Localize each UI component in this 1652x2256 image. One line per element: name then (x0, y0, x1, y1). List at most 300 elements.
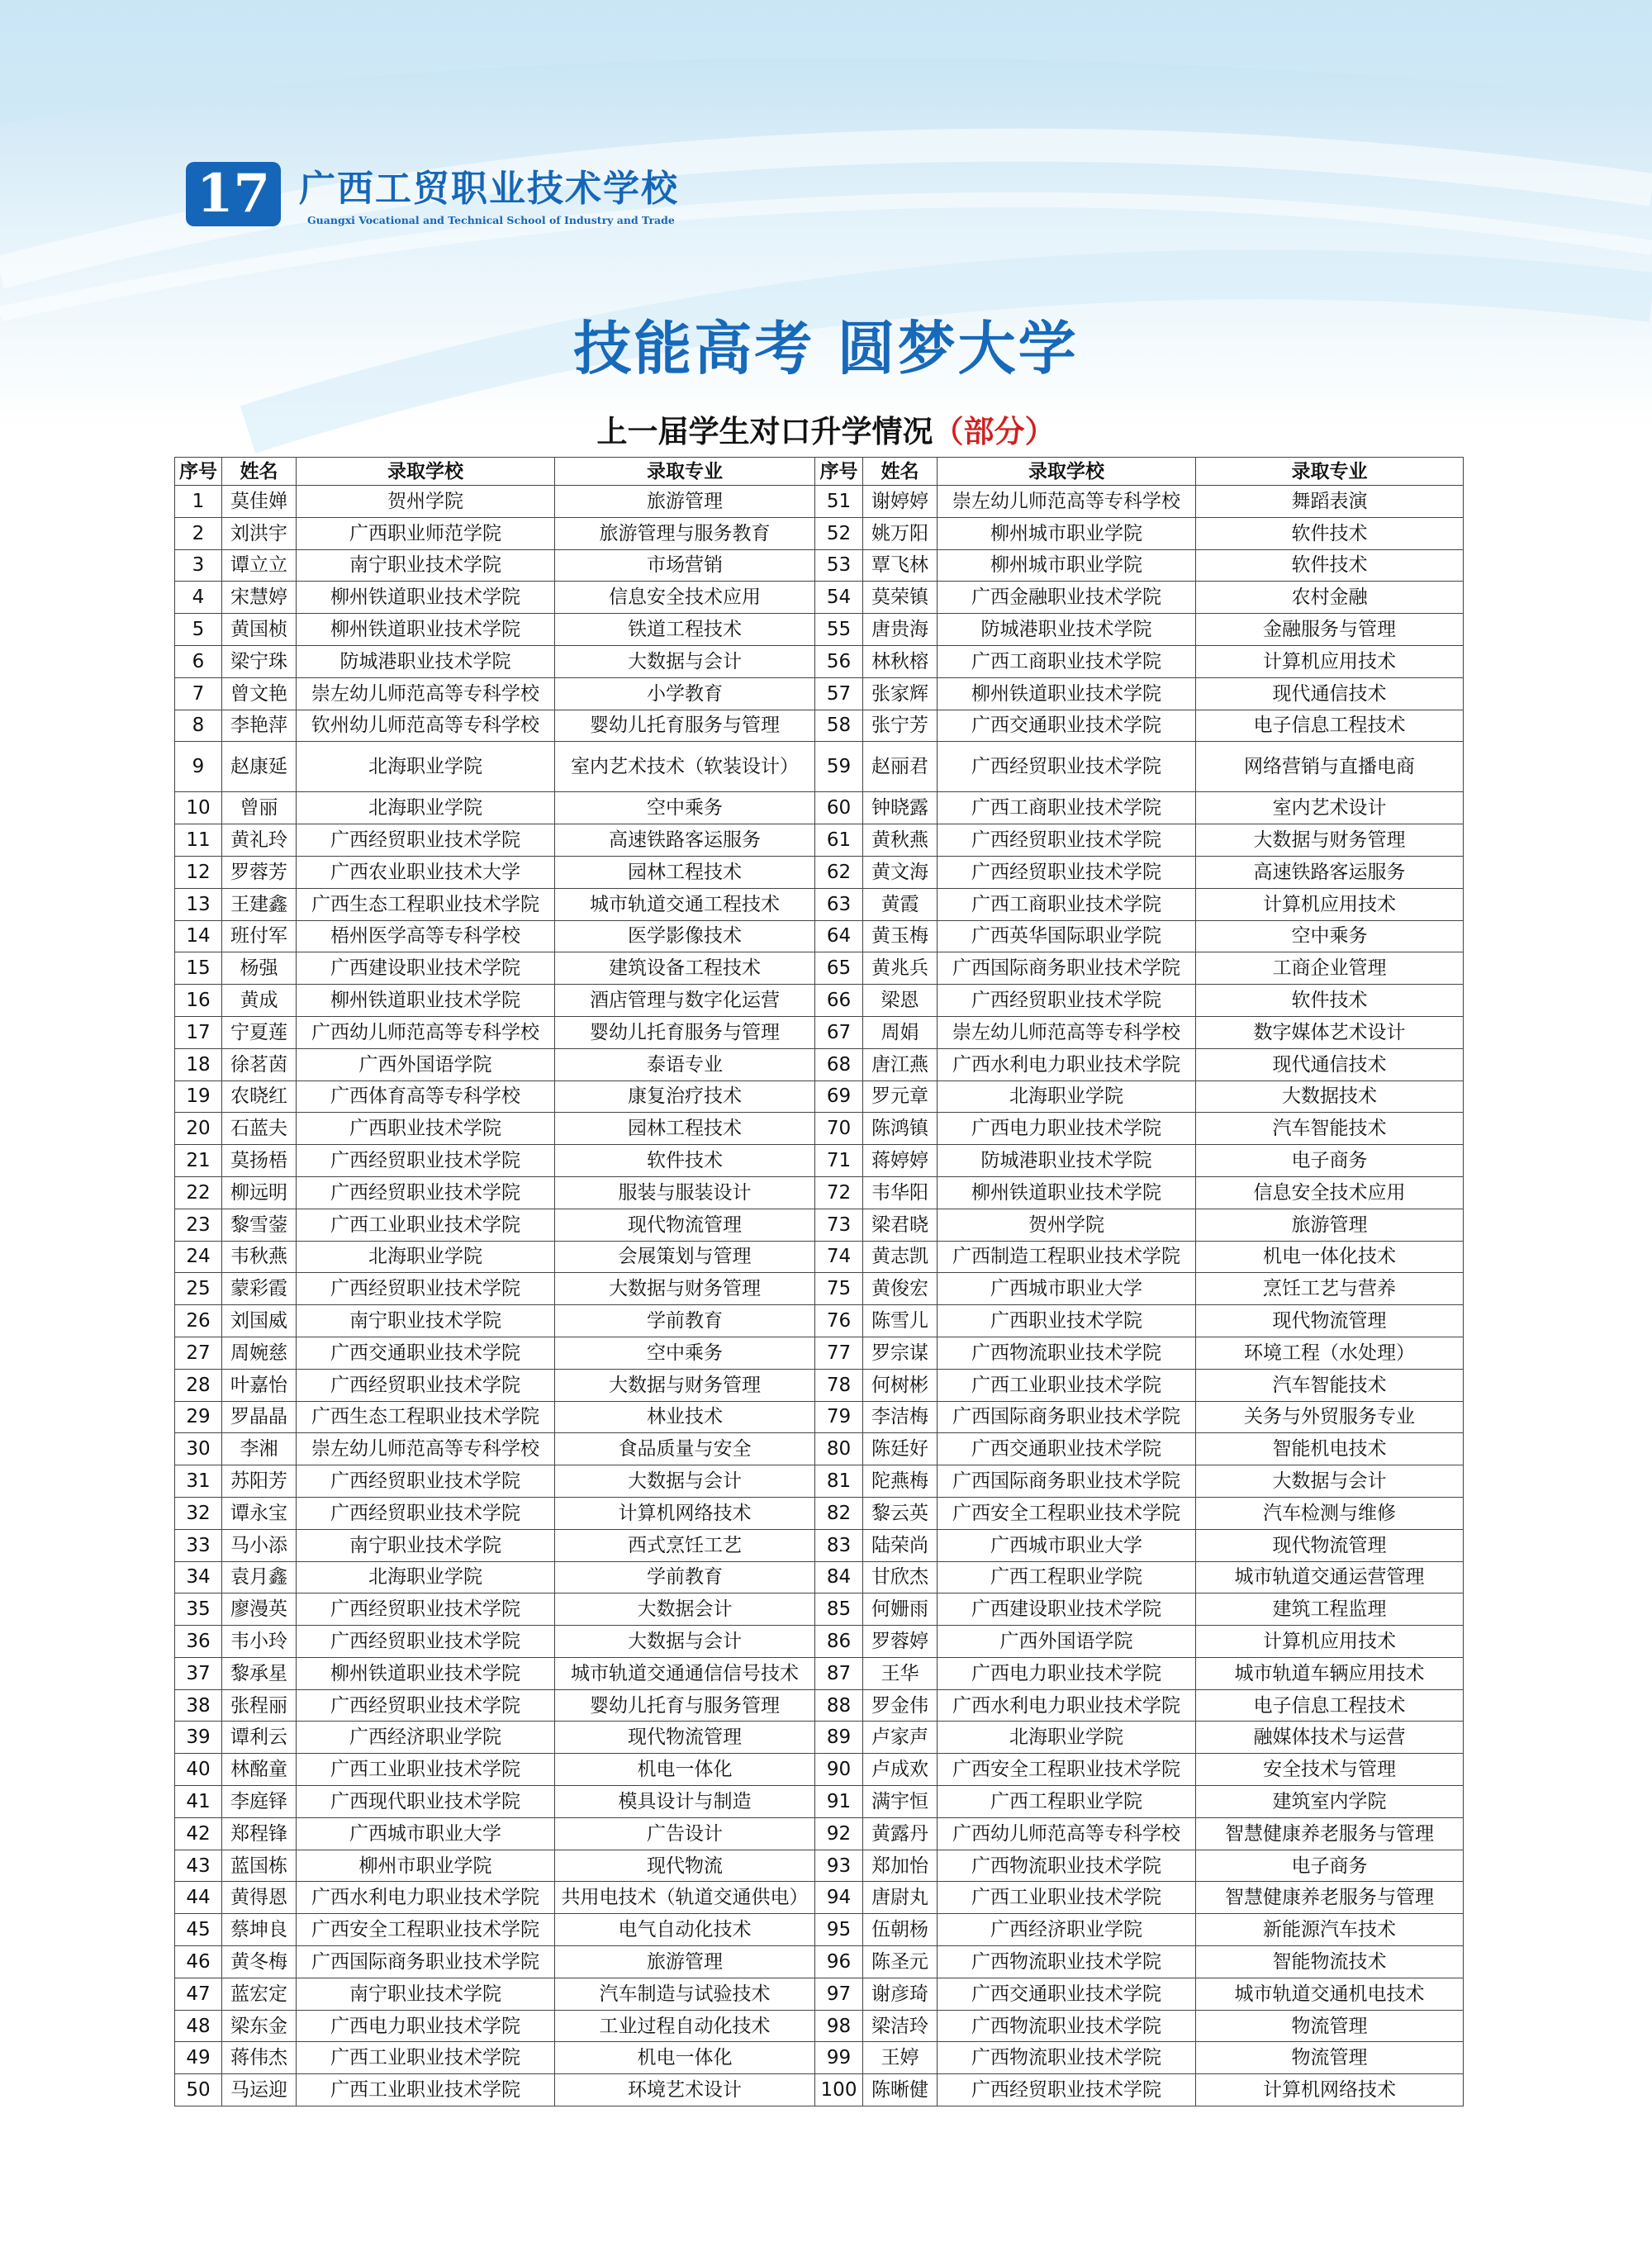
right-major-cell: 软件技术 (1196, 985, 1464, 1017)
left-school-cell: 广西职业技术学院 (297, 1113, 555, 1145)
right-school-cell: 广西物流职业技术学院 (938, 1946, 1196, 1978)
right-major-cell: 物流管理 (1196, 2010, 1464, 2042)
right-school-cell: 崇左幼儿师范高等专科学校 (938, 486, 1196, 518)
table-row (175, 1209, 1464, 1241)
right-school-cell: 广西职业技术学院 (938, 1305, 1196, 1337)
left-name-cell: 罗晶晶 (222, 1401, 297, 1433)
right-major-cell: 旅游管理 (1196, 1209, 1464, 1241)
table-row (175, 1914, 1464, 1946)
right-name-cell: 莫荣镇 (863, 582, 938, 614)
left-no-cell: 18 (175, 1048, 222, 1081)
subtitle-highlight: （部分） (933, 414, 1056, 449)
right-no-cell: 87 (815, 1657, 863, 1689)
left-school-cell: 钦州幼儿师范高等专科学校 (297, 710, 555, 742)
table-row (175, 1754, 1464, 1786)
table-row (175, 1722, 1464, 1754)
right-no-cell: 56 (815, 645, 863, 677)
left-name-cell: 黄冬梅 (222, 1946, 297, 1978)
left-name-cell: 赵康延 (222, 742, 297, 792)
table-row (175, 1850, 1464, 1882)
table-row (175, 1529, 1464, 1561)
right-no-cell: 76 (815, 1305, 863, 1337)
right-major-cell: 关务与外贸服务专业 (1196, 1401, 1464, 1433)
right-name-cell: 罗蓉婷 (863, 1626, 938, 1658)
table-row (175, 1497, 1464, 1529)
right-no-cell: 81 (815, 1465, 863, 1498)
right-major-cell: 电子商务 (1196, 1850, 1464, 1882)
left-school-cell: 广西经贸职业技术学院 (297, 1273, 555, 1305)
left-no-cell: 48 (175, 2010, 222, 2042)
header-major-left: 录取专业 (555, 458, 815, 486)
left-name-cell: 韦小玲 (222, 1626, 297, 1658)
right-no-cell: 86 (815, 1626, 863, 1658)
left-major-cell: 信息安全技术应用 (555, 582, 815, 614)
right-name-cell: 陈圣元 (863, 1946, 938, 1978)
left-major-cell: 食品质量与安全 (555, 1433, 815, 1465)
left-major-cell: 环境艺术设计 (555, 2074, 815, 2106)
right-name-cell: 唐尉丸 (863, 1882, 938, 1914)
right-no-cell: 53 (815, 549, 863, 582)
right-major-cell: 机电一体化技术 (1196, 1241, 1464, 1273)
table-row (175, 1401, 1464, 1433)
left-name-cell: 蔡坤良 (222, 1914, 297, 1946)
left-school-cell: 广西国际商务职业技术学院 (297, 1946, 555, 1978)
left-name-cell: 刘国威 (222, 1305, 297, 1337)
left-major-cell: 旅游管理与服务教育 (555, 517, 815, 549)
left-name-cell: 班付军 (222, 920, 297, 952)
left-major-cell: 大数据与会计 (555, 1465, 815, 1498)
left-major-cell: 空中乘务 (555, 792, 815, 824)
right-major-cell: 计算机应用技术 (1196, 645, 1464, 677)
left-name-cell: 苏阳芳 (222, 1465, 297, 1498)
left-no-cell: 46 (175, 1946, 222, 1978)
left-no-cell: 24 (175, 1241, 222, 1273)
right-no-cell: 97 (815, 1978, 863, 2010)
right-name-cell: 罗宗谋 (863, 1337, 938, 1369)
right-major-cell: 计算机应用技术 (1196, 1626, 1464, 1658)
left-major-cell: 机电一体化 (555, 1754, 815, 1786)
left-name-cell: 石蓝夫 (222, 1113, 297, 1145)
left-name-cell: 袁月鑫 (222, 1561, 297, 1593)
left-name-cell: 谭永宝 (222, 1497, 297, 1529)
right-name-cell: 卢家声 (863, 1722, 938, 1754)
left-no-cell: 47 (175, 1978, 222, 2010)
right-major-cell: 物流管理 (1196, 2042, 1464, 2074)
left-no-cell: 32 (175, 1497, 222, 1529)
right-school-cell: 广西国际商务职业技术学院 (938, 1465, 1196, 1498)
right-no-cell: 83 (815, 1529, 863, 1561)
right-major-cell: 新能源汽车技术 (1196, 1914, 1464, 1946)
table-header-row (175, 458, 1464, 486)
left-school-cell: 南宁职业技术学院 (297, 549, 555, 582)
left-name-cell: 蓝宏定 (222, 1978, 297, 2010)
left-no-cell: 20 (175, 1113, 222, 1145)
left-major-cell: 城市轨道交通工程技术 (555, 888, 815, 920)
left-school-cell: 南宁职业技术学院 (297, 1305, 555, 1337)
table-row (175, 1561, 1464, 1593)
right-school-cell: 柳州城市职业学院 (938, 549, 1196, 582)
left-school-cell: 南宁职业技术学院 (297, 1978, 555, 2010)
left-major-cell: 园林工程技术 (555, 1113, 815, 1145)
left-no-cell: 9 (175, 742, 222, 792)
right-no-cell: 72 (815, 1176, 863, 1209)
left-no-cell: 39 (175, 1722, 222, 1754)
right-major-cell: 农村金融 (1196, 582, 1464, 614)
table-row (175, 1048, 1464, 1081)
table-row (175, 486, 1464, 518)
right-name-cell: 林秋榕 (863, 645, 938, 677)
left-school-cell: 梧州医学高等专科学校 (297, 920, 555, 952)
table-row (175, 888, 1464, 920)
table-row (175, 677, 1464, 710)
left-major-cell: 现代物流管理 (555, 1722, 815, 1754)
left-major-cell: 共用电技术（轨道交通供电） (555, 1882, 815, 1914)
right-name-cell: 钟晓露 (863, 792, 938, 824)
admission-table (174, 457, 1464, 2106)
right-school-cell: 广西英华国际职业学院 (938, 920, 1196, 952)
right-name-cell: 唐江燕 (863, 1048, 938, 1081)
right-school-cell: 广西经济职业学院 (938, 1914, 1196, 1946)
right-major-cell: 建筑室内学院 (1196, 1786, 1464, 1818)
left-major-cell: 小学教育 (555, 677, 815, 710)
right-name-cell: 梁君晓 (863, 1209, 938, 1241)
right-no-cell: 96 (815, 1946, 863, 1978)
right-major-cell: 电子信息工程技术 (1196, 710, 1464, 742)
left-no-cell: 14 (175, 920, 222, 952)
left-name-cell: 刘洪宇 (222, 517, 297, 549)
table-row (175, 1016, 1464, 1048)
right-school-cell: 广西国际商务职业技术学院 (938, 952, 1196, 985)
left-major-cell: 市场营销 (555, 549, 815, 582)
left-no-cell: 25 (175, 1273, 222, 1305)
page-number-badge: 17 (186, 162, 281, 226)
right-no-cell: 93 (815, 1850, 863, 1882)
header-school-right: 录取学校 (938, 458, 1196, 486)
left-no-cell: 23 (175, 1209, 222, 1241)
left-school-cell: 广西经贸职业技术学院 (297, 1497, 555, 1529)
left-major-cell: 婴幼儿托育与服务管理 (555, 1689, 815, 1722)
right-major-cell: 金融服务与管理 (1196, 614, 1464, 646)
left-no-cell: 2 (175, 517, 222, 549)
left-name-cell: 周婉慈 (222, 1337, 297, 1369)
right-major-cell: 现代物流管理 (1196, 1305, 1464, 1337)
table-body (175, 486, 1464, 2106)
left-major-cell: 机电一体化 (555, 2042, 815, 2074)
left-name-cell: 曾丽 (222, 792, 297, 824)
left-no-cell: 35 (175, 1593, 222, 1626)
right-school-cell: 广西电力职业技术学院 (938, 1113, 1196, 1145)
left-no-cell: 49 (175, 2042, 222, 2074)
table-row (175, 1273, 1464, 1305)
right-school-cell: 北海职业学院 (938, 1722, 1196, 1754)
table-row (175, 1081, 1464, 1113)
left-no-cell: 38 (175, 1689, 222, 1722)
right-name-cell: 唐贵海 (863, 614, 938, 646)
left-no-cell: 50 (175, 2074, 222, 2106)
left-no-cell: 17 (175, 1016, 222, 1048)
left-name-cell: 蒋伟杰 (222, 2042, 297, 2074)
right-name-cell: 韦华阳 (863, 1176, 938, 1209)
left-school-cell: 广西经贸职业技术学院 (297, 1593, 555, 1626)
left-major-cell: 室内艺术技术（软装设计） (555, 742, 815, 792)
left-major-cell: 酒店管理与数字化运营 (555, 985, 815, 1017)
right-school-cell: 柳州城市职业学院 (938, 517, 1196, 549)
right-no-cell: 80 (815, 1433, 863, 1465)
left-school-cell: 广西经贸职业技术学院 (297, 1145, 555, 1177)
right-no-cell: 88 (815, 1689, 863, 1722)
right-school-cell: 崇左幼儿师范高等专科学校 (938, 1016, 1196, 1048)
right-major-cell: 电子商务 (1196, 1145, 1464, 1177)
table-row (175, 1882, 1464, 1914)
left-major-cell: 大数据与财务管理 (555, 1369, 815, 1401)
right-name-cell: 张宁芳 (863, 710, 938, 742)
left-school-cell: 广西外国语学院 (297, 1048, 555, 1081)
right-school-cell: 广西工商职业技术学院 (938, 645, 1196, 677)
right-major-cell: 智能机电技术 (1196, 1433, 1464, 1465)
left-no-cell: 30 (175, 1433, 222, 1465)
table-row (175, 517, 1464, 549)
right-name-cell: 梁恩 (863, 985, 938, 1017)
left-major-cell: 模具设计与制造 (555, 1786, 815, 1818)
left-name-cell: 梁宁珠 (222, 645, 297, 677)
left-name-cell: 黄得恩 (222, 1882, 297, 1914)
right-name-cell: 罗金伟 (863, 1689, 938, 1722)
left-school-cell: 广西交通职业技术学院 (297, 1337, 555, 1369)
left-name-cell: 宋慧婷 (222, 582, 297, 614)
right-school-cell: 广西水利电力职业技术学院 (938, 1689, 1196, 1722)
left-major-cell: 康复治疗技术 (555, 1081, 815, 1113)
left-school-cell: 北海职业学院 (297, 742, 555, 792)
left-major-cell: 医学影像技术 (555, 920, 815, 952)
right-name-cell: 何树彬 (863, 1369, 938, 1401)
left-name-cell: 马运迎 (222, 2074, 297, 2106)
right-major-cell: 数字媒体艺术设计 (1196, 1016, 1464, 1048)
background-swoosh (0, 0, 1652, 463)
table-row (175, 2010, 1464, 2042)
left-no-cell: 41 (175, 1786, 222, 1818)
left-major-cell: 服装与服装设计 (555, 1176, 815, 1209)
right-no-cell: 52 (815, 517, 863, 549)
right-no-cell: 85 (815, 1593, 863, 1626)
right-major-cell: 融媒体技术与运营 (1196, 1722, 1464, 1754)
right-no-cell: 63 (815, 888, 863, 920)
right-major-cell: 环境工程（水处理） (1196, 1337, 1464, 1369)
left-name-cell: 杨强 (222, 952, 297, 985)
right-no-cell: 54 (815, 582, 863, 614)
right-school-cell: 广西经贸职业技术学院 (938, 856, 1196, 888)
left-school-cell: 广西职业师范学院 (297, 517, 555, 549)
right-major-cell: 汽车检测与维修 (1196, 1497, 1464, 1529)
right-no-cell: 79 (815, 1401, 863, 1433)
left-school-cell: 广西电力职业技术学院 (297, 2010, 555, 2042)
left-no-cell: 36 (175, 1626, 222, 1658)
right-school-cell: 广西工业职业技术学院 (938, 1369, 1196, 1401)
right-major-cell: 大数据与财务管理 (1196, 824, 1464, 857)
table-row (175, 710, 1464, 742)
right-major-cell: 城市轨道交通机电技术 (1196, 1978, 1464, 2010)
right-major-cell: 计算机网络技术 (1196, 2074, 1464, 2106)
left-school-cell: 广西安全工程职业技术学院 (297, 1914, 555, 1946)
right-no-cell: 70 (815, 1113, 863, 1145)
right-school-cell: 贺州学院 (938, 1209, 1196, 1241)
left-no-cell: 13 (175, 888, 222, 920)
right-major-cell: 大数据与会计 (1196, 1465, 1464, 1498)
left-name-cell: 叶嘉怡 (222, 1369, 297, 1401)
left-no-cell: 16 (175, 985, 222, 1017)
left-school-cell: 北海职业学院 (297, 1241, 555, 1273)
right-name-cell: 赵丽君 (863, 742, 938, 792)
table-row (175, 549, 1464, 582)
right-no-cell: 98 (815, 2010, 863, 2042)
right-no-cell: 77 (815, 1337, 863, 1369)
right-school-cell: 广西工商职业技术学院 (938, 792, 1196, 824)
left-school-cell: 广西经贸职业技术学院 (297, 1176, 555, 1209)
right-school-cell: 广西建设职业技术学院 (938, 1593, 1196, 1626)
left-school-cell: 广西幼儿师范高等专科学校 (297, 1016, 555, 1048)
left-school-cell: 广西经贸职业技术学院 (297, 1689, 555, 1722)
right-no-cell: 74 (815, 1241, 863, 1273)
table-row (175, 856, 1464, 888)
left-major-cell: 西式烹饪工艺 (555, 1529, 815, 1561)
right-school-cell: 广西经贸职业技术学院 (938, 742, 1196, 792)
left-name-cell: 张程丽 (222, 1689, 297, 1722)
left-school-cell: 柳州市职业学院 (297, 1850, 555, 1882)
right-major-cell: 电子信息工程技术 (1196, 1689, 1464, 1722)
table-row (175, 1626, 1464, 1658)
right-school-cell: 柳州铁道职业技术学院 (938, 1176, 1196, 1209)
right-major-cell: 软件技术 (1196, 517, 1464, 549)
right-school-cell: 广西经贸职业技术学院 (938, 824, 1196, 857)
header-no-right: 序号 (815, 458, 863, 486)
right-major-cell: 智慧健康养老服务与管理 (1196, 1882, 1464, 1914)
right-school-cell: 广西经贸职业技术学院 (938, 985, 1196, 1017)
right-no-cell: 68 (815, 1048, 863, 1081)
left-no-cell: 45 (175, 1914, 222, 1946)
left-school-cell: 防城港职业技术学院 (297, 645, 555, 677)
right-school-cell: 广西交通职业技术学院 (938, 1433, 1196, 1465)
table-row (175, 1305, 1464, 1337)
right-major-cell: 智慧健康养老服务与管理 (1196, 1817, 1464, 1850)
left-major-cell: 城市轨道交通通信信号技术 (555, 1657, 815, 1689)
left-name-cell: 莫佳婵 (222, 486, 297, 518)
right-no-cell: 71 (815, 1145, 863, 1177)
table-row (175, 1786, 1464, 1818)
right-no-cell: 92 (815, 1817, 863, 1850)
left-name-cell: 徐茗茵 (222, 1048, 297, 1081)
right-school-cell: 广西交通职业技术学院 (938, 1978, 1196, 2010)
left-major-cell: 现代物流管理 (555, 1209, 815, 1241)
table-row (175, 582, 1464, 614)
right-no-cell: 65 (815, 952, 863, 985)
table-subtitle (0, 406, 1652, 451)
left-no-cell: 11 (175, 824, 222, 857)
left-school-cell: 南宁职业技术学院 (297, 1529, 555, 1561)
right-school-cell: 广西城市职业大学 (938, 1529, 1196, 1561)
right-school-cell: 广西金融职业技术学院 (938, 582, 1196, 614)
table-row (175, 920, 1464, 952)
right-no-cell: 82 (815, 1497, 863, 1529)
left-name-cell: 廖漫英 (222, 1593, 297, 1626)
right-school-cell: 柳州铁道职业技术学院 (938, 677, 1196, 710)
right-name-cell: 黄秋燕 (863, 824, 938, 857)
left-name-cell: 蓝国栋 (222, 1850, 297, 1882)
right-name-cell: 谢彦琦 (863, 1978, 938, 2010)
left-major-cell: 旅游管理 (555, 486, 815, 518)
left-no-cell: 15 (175, 952, 222, 985)
right-major-cell: 汽车智能技术 (1196, 1113, 1464, 1145)
right-major-cell: 汽车智能技术 (1196, 1369, 1464, 1401)
left-no-cell: 12 (175, 856, 222, 888)
right-no-cell: 57 (815, 677, 863, 710)
left-school-cell: 广西建设职业技术学院 (297, 952, 555, 985)
left-major-cell: 会展策划与管理 (555, 1241, 815, 1273)
table-row (175, 1241, 1464, 1273)
left-school-cell: 北海职业学院 (297, 792, 555, 824)
left-no-cell: 43 (175, 1850, 222, 1882)
left-no-cell: 21 (175, 1145, 222, 1177)
right-no-cell: 64 (815, 920, 863, 952)
right-name-cell: 周娟 (863, 1016, 938, 1048)
right-no-cell: 73 (815, 1209, 863, 1241)
right-no-cell: 51 (815, 486, 863, 518)
right-name-cell: 黄兆兵 (863, 952, 938, 985)
right-major-cell: 现代物流管理 (1196, 1529, 1464, 1561)
left-school-cell: 柳州铁道职业技术学院 (297, 985, 555, 1017)
right-name-cell: 陈雪儿 (863, 1305, 938, 1337)
left-name-cell: 黄礼玲 (222, 824, 297, 857)
left-major-cell: 泰语专业 (555, 1048, 815, 1081)
left-no-cell: 33 (175, 1529, 222, 1561)
right-school-cell: 广西物流职业技术学院 (938, 1337, 1196, 1369)
table-row (175, 2074, 1464, 2106)
table-row (175, 1978, 1464, 2010)
right-no-cell: 75 (815, 1273, 863, 1305)
left-major-cell: 旅游管理 (555, 1946, 815, 1978)
right-name-cell: 郑加怡 (863, 1850, 938, 1882)
left-name-cell: 韦秋燕 (222, 1241, 297, 1273)
right-school-cell: 广西工商职业技术学院 (938, 888, 1196, 920)
left-major-cell: 大数据会计 (555, 1593, 815, 1626)
right-name-cell: 王婷 (863, 2042, 938, 2074)
right-no-cell: 89 (815, 1722, 863, 1754)
right-no-cell: 55 (815, 614, 863, 646)
left-name-cell: 李湘 (222, 1433, 297, 1465)
left-name-cell: 蒙彩霞 (222, 1273, 297, 1305)
left-name-cell: 黄国桢 (222, 614, 297, 646)
right-name-cell: 姚万阳 (863, 517, 938, 549)
table-row (175, 1369, 1464, 1401)
table-row (175, 742, 1464, 792)
right-major-cell: 城市轨道车辆应用技术 (1196, 1657, 1464, 1689)
left-no-cell: 4 (175, 582, 222, 614)
left-school-cell: 崇左幼儿师范高等专科学校 (297, 1433, 555, 1465)
school-name-en: Guangxi Vocational and Technical School of Industry and Trade (307, 214, 675, 226)
left-school-cell: 贺州学院 (297, 486, 555, 518)
right-no-cell: 69 (815, 1081, 863, 1113)
right-no-cell: 99 (815, 2042, 863, 2074)
right-major-cell: 城市轨道交通运营管理 (1196, 1561, 1464, 1593)
left-no-cell: 26 (175, 1305, 222, 1337)
left-name-cell: 柳远明 (222, 1176, 297, 1209)
left-major-cell: 铁道工程技术 (555, 614, 815, 646)
left-name-cell: 黎承星 (222, 1657, 297, 1689)
right-major-cell: 室内艺术设计 (1196, 792, 1464, 824)
left-no-cell: 7 (175, 677, 222, 710)
right-no-cell: 58 (815, 710, 863, 742)
right-name-cell: 李洁梅 (863, 1401, 938, 1433)
right-school-cell: 广西幼儿师范高等专科学校 (938, 1817, 1196, 1850)
left-no-cell: 10 (175, 792, 222, 824)
